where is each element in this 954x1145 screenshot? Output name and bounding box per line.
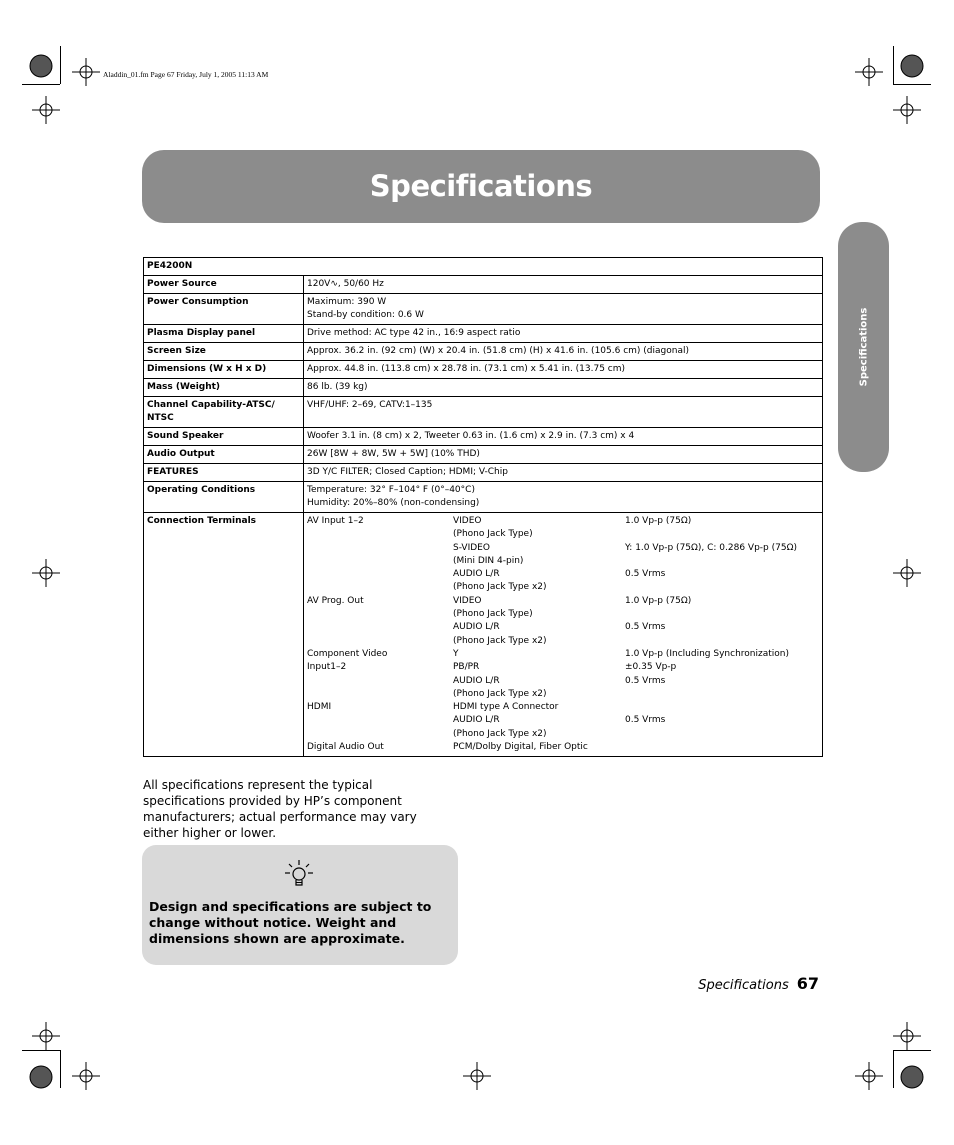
spec-label: FEATURES [144,464,304,482]
spec-value-line: Woofer 3.1 in. (8 cm) x 2, Tweeter 0.63 in. (1.6 cm) x 2.9 in. (7.3 cm) x 4 [307,431,635,441]
registration-mark-icon [27,1063,55,1091]
connection-cell: (Phono Jack Type x2) [453,635,547,646]
spec-value [304,343,823,361]
connection-cell [625,741,819,754]
table-row [144,343,823,361]
table-row [144,361,823,379]
spec-value-line: VHF/UHF: 2–69, CATV:1–135 [307,400,433,410]
connection-cell: 0.5 Vrms [625,715,666,726]
connection-cell: PCM/Dolby Digital, Fiber Optic [453,742,588,753]
spec-label: Power Source [144,276,304,294]
spec-value [304,294,823,325]
connection-cell: 1.0 Vp-p (75Ω) [625,595,692,606]
crosshair-icon [32,96,60,124]
spec-value-line: 26W [8W + 8W, 5W + 5W] (10% THD) [307,449,480,459]
note-text: All specifications represent the typical specifications provided by HP’s component manufacturers; actual performance may vary either higher or lower. [143,778,417,840]
connection-cell: (Phono Jack Type) [453,529,533,540]
connection-grid [307,515,819,754]
connection-cell [625,528,819,541]
connection-cell: (Mini DIN 4-pin) [453,555,524,566]
connection-cell: AV Input 1–2 [307,516,364,526]
connection-cell: VIDEO [453,516,482,526]
connection-cell: ±0.35 Vp-p [625,662,677,673]
file-info: Aladdin_01.fm Page 67 Friday, July 1, 2005 11:13 AM [103,70,269,79]
spec-value-line: 86 lb. (39 kg) [307,382,368,392]
table-row [144,379,823,397]
table-row [144,276,823,294]
spec-value [304,361,823,379]
spec-value-line: Approx. 36.2 in. (92 cm) (W) x 20.4 in. (51.8 cm) (H) x 41.6 in. (105.6 cm) (diagonal) [307,346,689,356]
crosshair-icon [893,1022,921,1050]
crosshair-icon [72,1062,100,1090]
connection-cell [625,608,819,621]
connection-cell: PB/PR [453,662,480,673]
spec-label: Audio Output [144,446,304,464]
spec-label: Plasma Display panel [144,325,304,343]
spec-value-line: Drive method: AC type 42 in., 16:9 aspect ratio [307,328,521,338]
spec-value [304,397,823,428]
section-tab-label: Specifications [858,307,869,387]
connection-cell [625,555,819,568]
connection-cell: S-VIDEO [453,542,490,553]
connection-cell [625,635,819,648]
connection-grid-cell [304,513,823,757]
trim-line [60,1050,61,1088]
connection-cell [625,688,819,701]
connection-cell [307,542,453,555]
connection-cell: 1.0 Vp-p (75Ω) [625,516,692,526]
section-tab [838,222,889,472]
registration-mark-icon [898,52,926,80]
lightbulb-icon [282,857,316,891]
connection-cell [307,621,453,634]
connection-cell [307,608,453,621]
trim-line [60,46,61,84]
tip-text: Design and specifications are subject to change without notice. Weight and dimensions shown are approximate. [149,899,432,946]
connection-cell: HDMI type A Connector [453,702,559,713]
footer-section: Specifications [698,978,789,993]
trim-line [22,84,60,85]
trim-line [893,46,894,84]
spec-label: Mass (Weight) [144,379,304,397]
title-banner [142,150,820,223]
spec-value [304,325,823,343]
spec-value-line: 3D Y/C FILTER; Closed Caption; HDMI; V-Chip [307,467,508,477]
connection-cell: VIDEO [453,595,482,606]
connection-cell: AUDIO L/R [453,569,500,580]
trim-line [893,1050,931,1051]
registration-mark-icon [27,52,55,80]
table-row [144,482,823,513]
spec-value [304,464,823,482]
connection-cell: Y: 1.0 Vp-p (75Ω), C: 0.286 Vp-p (75Ω) [625,542,797,553]
table-row [144,397,823,428]
crosshair-icon [893,559,921,587]
spec-value [304,428,823,446]
connection-cell: AUDIO L/R [453,715,500,726]
connection-cell: Input1–2 [307,662,347,673]
connection-cell: HDMI [307,702,332,713]
table-row-connection [144,513,823,757]
connection-cell: 1.0 Vp-p (Including Synchronization) [625,648,789,659]
trim-line [22,1050,60,1051]
trim-line [893,1050,894,1088]
spec-value [304,379,823,397]
spec-label: Power Consumption [144,294,304,325]
spec-value [304,276,823,294]
spec-label: Operating Conditions [144,482,304,513]
connection-cell: AUDIO L/R [453,675,500,686]
connection-cell: Digital Audio Out [307,742,384,753]
page-number: 67 [796,974,819,993]
spec-label: Sound Speaker [144,428,304,446]
connection-cell [307,528,453,541]
spec-value-line: Maximum: 390 W [307,297,387,307]
crosshair-icon [72,58,100,86]
crosshair-icon [855,58,883,86]
page-footer [698,974,819,993]
connection-cell: 0.5 Vrms [625,675,666,686]
table-row [144,258,823,276]
spec-value-line: Stand-by condition: 0.6 W [307,310,424,320]
connection-cell: AV Prog. Out [307,595,364,606]
table-row [144,464,823,482]
connection-cell [307,568,453,581]
table-row [144,446,823,464]
connection-cell [307,728,453,741]
connection-cell: (Phono Jack Type x2) [453,582,547,593]
connection-cell [307,555,453,568]
connection-cell: (Phono Jack Type x2) [453,688,547,699]
spec-value [304,446,823,464]
connection-cell: Y [453,648,459,659]
spec-value-line: Humidity: 20%–80% (non-condensing) [307,498,480,508]
connection-cell [307,714,453,727]
table-row [144,428,823,446]
connection-cell: 0.5 Vrms [625,569,666,580]
spec-value-line: Approx. 44.8 in. (113.8 cm) x 28.78 in. (73.1 cm) x 5.41 in. (13.75 cm) [307,364,626,374]
crosshair-icon [855,1062,883,1090]
page-title: Specifications [369,169,593,203]
spec-label: Screen Size [144,343,304,361]
connection-cell: (Phono Jack Type) [453,609,533,620]
crosshair-icon [463,1062,491,1090]
connection-cell [625,701,819,714]
connection-cell [625,728,819,741]
spec-label: Dimensions (W x H x D) [144,361,304,379]
registration-mark-icon [898,1063,926,1091]
connection-cell: 0.5 Vrms [625,622,666,633]
spec-label: Channel Capability-ATSC/ NTSC [144,397,304,428]
crosshair-icon [32,559,60,587]
model-name: PE4200N [144,258,823,276]
spec-value [304,482,823,513]
tip-box [142,845,458,965]
spec-value-line: Temperature: 32° F–104° F (0°–40°C) [307,485,475,495]
specs-table [143,257,823,757]
connection-cell [625,581,819,594]
table-row [144,294,823,325]
spec-label: Connection Terminals [144,513,304,757]
trim-line [893,84,931,85]
connection-cell: AUDIO L/R [453,622,500,633]
connection-cell [307,635,453,648]
connection-cell [307,675,453,688]
connection-cell: Component Video [307,648,388,659]
connection-cell [307,581,453,594]
spec-value-line: 120V∿, 50/60 Hz [307,279,384,289]
connection-cell: (Phono Jack Type x2) [453,728,547,739]
crosshair-icon [893,96,921,124]
crosshair-icon [32,1022,60,1050]
connection-cell [307,688,453,701]
table-row [144,325,823,343]
